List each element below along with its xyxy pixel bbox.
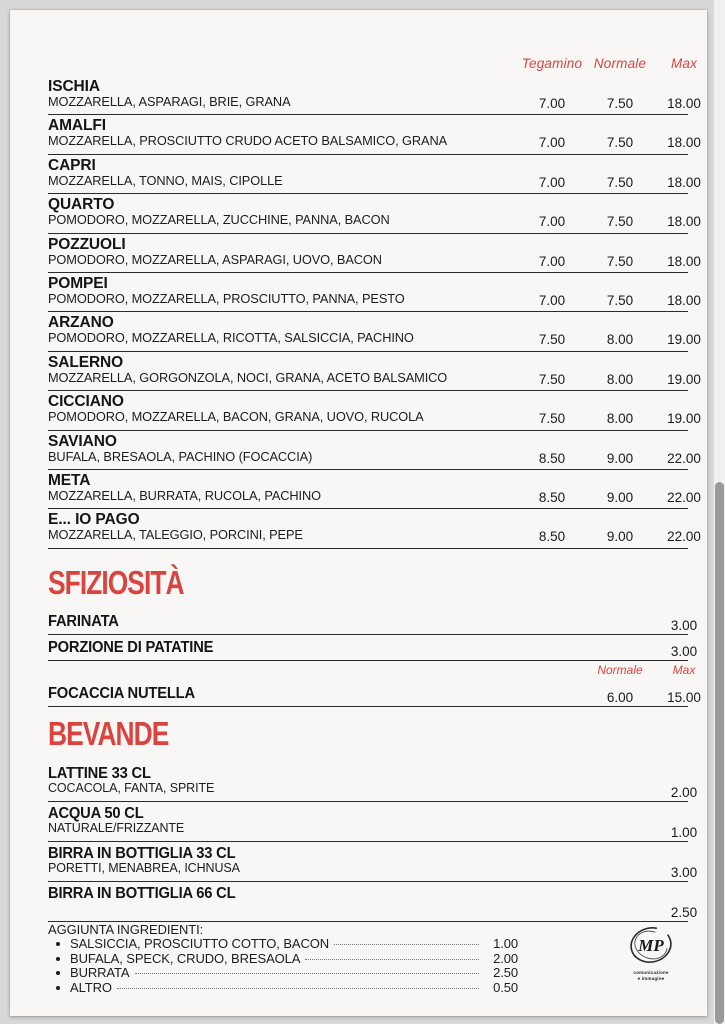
pizza-name: ISCHIA bbox=[48, 78, 100, 95]
pizza-price-max: 19.00 bbox=[667, 332, 701, 348]
pizza-price-normale: 8.00 bbox=[606, 371, 634, 387]
pizza-price-max: 19.00 bbox=[667, 411, 701, 427]
pizza-description: MOZZARELLA, PROSCIUTTO CRUDO ACETO BALSAMICO, GRANA bbox=[48, 133, 448, 149]
sfiziosita-price-max: 15.00 bbox=[667, 690, 701, 706]
subheader-normale: Normale bbox=[597, 663, 643, 678]
pizza-name: CICCIANO bbox=[48, 393, 124, 411]
pizza-price-max: 19.00 bbox=[667, 371, 701, 387]
pizza-price-normale: 7.50 bbox=[606, 135, 634, 151]
pizza-description: MOZZARELLA, TALEGGIO, PORCINI, PEPE bbox=[48, 527, 303, 543]
extra-price: 1.00 bbox=[493, 936, 518, 951]
pizza-row-text bbox=[48, 354, 510, 386]
pizza-row bbox=[48, 312, 701, 351]
pizza-row bbox=[48, 76, 701, 115]
pizza-price-max: 22.00 bbox=[667, 489, 701, 505]
logo-tagline-line2: e immagine bbox=[637, 976, 665, 981]
extra-item bbox=[70, 981, 518, 996]
pizza-description: POMODORO, MOZZARELLA, ZUCCHINE, PANNA, BACON bbox=[48, 212, 390, 228]
bullet-icon bbox=[56, 942, 60, 946]
pizza-price-normale: 9.00 bbox=[606, 529, 634, 545]
pizza-description: POMODORO, MOZZARELLA, RICOTTA, SALSICCIA, PACHINO bbox=[48, 330, 414, 346]
sfiziosita-list bbox=[48, 608, 701, 707]
extra-item bbox=[70, 966, 518, 981]
pizza-price-normale: 7.50 bbox=[606, 174, 634, 190]
menu-content bbox=[48, 10, 701, 1016]
pizza-price-normale: 7.50 bbox=[606, 214, 634, 230]
pizza-row bbox=[48, 194, 701, 233]
extras-title: AGGIUNTA INGREDIENTI: bbox=[48, 922, 204, 937]
extra-label: ALTRO bbox=[70, 979, 112, 995]
section-title-bevande: BEVANDE bbox=[48, 715, 169, 752]
menu-page bbox=[10, 10, 707, 1016]
pizza-description: POMODORO, MOZZARELLA, PROSCIUTTO, PANNA, PESTO bbox=[48, 290, 405, 306]
pizza-list bbox=[48, 76, 701, 549]
pizza-row bbox=[48, 115, 701, 154]
column-header-tegamino: Tegamino bbox=[521, 56, 583, 71]
sfiziosita-name: FOCACCIA NUTELLA bbox=[48, 685, 195, 703]
pizza-price-tegamino: 7.00 bbox=[538, 135, 566, 151]
bevande-description: NATURALE/FRIZZANTE bbox=[48, 821, 185, 835]
sfiziosita-price-max: 3.00 bbox=[670, 644, 698, 660]
dotted-leader bbox=[135, 973, 480, 974]
column-header-max: Max bbox=[670, 56, 698, 71]
pizza-price-tegamino: 7.50 bbox=[538, 371, 566, 387]
bevande-name: BIRRA IN BOTTIGLIA 66 CL bbox=[48, 885, 236, 902]
bullet-icon bbox=[56, 986, 60, 990]
bevande-name: ACQUA 50 CL bbox=[48, 805, 144, 822]
extra-label: SALSICCIA, PROSCIUTTO COTTO, BACON bbox=[70, 936, 330, 951]
subheader-max: Max bbox=[672, 663, 696, 678]
sfiziosita-price-max: 3.00 bbox=[670, 617, 698, 633]
scrollbar-thumb[interactable] bbox=[715, 482, 724, 1024]
pizza-name: CAPRI bbox=[48, 156, 96, 174]
pizza-price-tegamino: 7.50 bbox=[538, 332, 566, 348]
pizza-price-max: 18.00 bbox=[667, 174, 701, 190]
pizza-price-tegamino: 7.00 bbox=[538, 292, 566, 308]
pizza-row bbox=[48, 155, 701, 194]
extra-item bbox=[70, 937, 518, 952]
pizza-row-text bbox=[48, 196, 510, 228]
bevande-row bbox=[48, 882, 698, 922]
extra-label: BURRATA bbox=[70, 965, 130, 981]
pizza-price-max: 22.00 bbox=[667, 529, 701, 545]
section-title-sfiziosita: SFIZIOSITÀ bbox=[48, 564, 184, 601]
bevande-row bbox=[48, 802, 698, 842]
bevande-price: 3.00 bbox=[670, 865, 698, 880]
dotted-leader bbox=[305, 959, 479, 960]
bevande-description: COCACOLA, FANTA, SPRITE bbox=[48, 781, 215, 795]
bevande-name: BIRRA IN BOTTIGLIA 33 CL bbox=[48, 845, 236, 862]
pizza-name: META bbox=[48, 471, 91, 489]
pizza-row-text bbox=[48, 511, 510, 543]
pizza-name: E... IO PAGO bbox=[48, 511, 140, 529]
pizza-name: QUARTO bbox=[48, 196, 115, 214]
extras-section bbox=[48, 922, 518, 995]
pizza-name: AMALFI bbox=[48, 117, 106, 135]
column-header-normale: Normale bbox=[593, 56, 647, 71]
dotted-leader bbox=[117, 988, 479, 989]
pizza-row-text bbox=[48, 314, 510, 346]
pizza-row-text bbox=[48, 236, 510, 268]
pizza-price-max: 18.00 bbox=[667, 96, 701, 111]
extra-label: BUFALA, SPECK, CRUDO, BRESAOLA bbox=[70, 950, 301, 966]
sfiziosita-name: FARINATA bbox=[48, 612, 119, 630]
bevande-price: 1.00 bbox=[670, 825, 698, 840]
pizza-row bbox=[48, 509, 701, 548]
pizza-description: MOZZARELLA, GORGONZOLA, NOCI, GRANA, ACETO BALSAMICO bbox=[48, 369, 448, 385]
pizza-price-tegamino: 7.50 bbox=[538, 411, 566, 427]
bevande-row bbox=[48, 762, 698, 802]
pizza-price-normale: 7.50 bbox=[606, 292, 634, 308]
pizza-row bbox=[48, 470, 701, 509]
pizza-description: MOZZARELLA, TONNO, MAIS, CIPOLLE bbox=[48, 172, 283, 188]
pizza-price-tegamino: 7.00 bbox=[538, 96, 566, 111]
extra-price: 2.00 bbox=[493, 950, 518, 966]
pizza-table-header bbox=[48, 56, 698, 78]
pizza-description: BUFALA, BRESAOLA, PACHINO (FOCACCIA) bbox=[48, 448, 313, 464]
pizza-name: POMPEI bbox=[48, 274, 108, 292]
pizza-name: POZZUOLI bbox=[48, 235, 126, 253]
pizza-price-max: 22.00 bbox=[667, 450, 701, 466]
bullet-icon bbox=[56, 971, 60, 975]
pizza-row bbox=[48, 273, 701, 312]
pizza-price-normale: 9.00 bbox=[606, 450, 634, 466]
bevande-description: PORETTI, MENABREA, ICHNUSA bbox=[48, 861, 240, 875]
pizza-row-text bbox=[48, 393, 510, 425]
pizza-price-tegamino: 8.50 bbox=[538, 489, 566, 505]
scrollbar-track[interactable] bbox=[714, 0, 725, 1024]
bevande-list bbox=[48, 762, 698, 922]
pizza-description: POMODORO, MOZZARELLA, BACON, GRANA, UOVO, RUCOLA bbox=[48, 409, 424, 425]
pizza-price-max: 18.00 bbox=[667, 292, 701, 308]
pizza-description: POMODORO, MOZZARELLA, ASPARAGI, UOVO, BACON bbox=[48, 251, 382, 267]
bevande-name: LATTINE 33 CL bbox=[48, 765, 151, 782]
bevande-price: 2.00 bbox=[670, 785, 698, 800]
pizza-price-max: 18.00 bbox=[667, 253, 701, 269]
pizza-price-tegamino: 7.00 bbox=[538, 253, 566, 269]
pizza-row bbox=[48, 352, 701, 391]
extra-item bbox=[70, 952, 518, 967]
pizza-name: ARZANO bbox=[48, 314, 114, 332]
bullet-icon bbox=[56, 957, 60, 961]
pizza-row-text bbox=[48, 78, 510, 110]
pizza-price-tegamino: 7.00 bbox=[538, 214, 566, 230]
sfiziosita-row bbox=[48, 608, 698, 635]
pizza-description: MOZZARELLA, ASPARAGI, BRIE, GRANA bbox=[48, 94, 291, 109]
pizza-row bbox=[48, 431, 701, 470]
sfiziosita-row bbox=[48, 661, 701, 707]
sfiziosita-name: PORZIONE DI PATATINE bbox=[48, 639, 214, 657]
pizza-price-tegamino: 7.00 bbox=[538, 174, 566, 190]
extra-price: 2.50 bbox=[493, 965, 518, 981]
pizza-row-text bbox=[48, 433, 510, 465]
pizza-description: MOZZARELLA, BURRATA, RUCOLA, PACHINO bbox=[48, 487, 321, 503]
dotted-leader bbox=[334, 944, 479, 945]
pizza-row-text bbox=[48, 157, 510, 189]
sfiziosita-row bbox=[48, 635, 698, 662]
logo-tagline-line1: comunicazione bbox=[633, 970, 669, 975]
pizza-name: SAVIANO bbox=[48, 432, 117, 450]
pizza-name: SALERNO bbox=[48, 353, 124, 371]
pizza-price-normale: 7.50 bbox=[606, 253, 634, 269]
pizza-price-max: 18.00 bbox=[667, 135, 701, 151]
pizza-price-normale: 7.50 bbox=[606, 96, 634, 111]
logo-monogram-text: MP bbox=[638, 936, 664, 955]
pizza-price-tegamino: 8.50 bbox=[538, 450, 566, 466]
mp-monogram-icon bbox=[624, 922, 678, 970]
bevande-price: 2.50 bbox=[670, 905, 698, 920]
pizza-price-max: 18.00 bbox=[667, 214, 701, 230]
pizza-price-tegamino: 8.50 bbox=[538, 529, 566, 545]
extra-price: 0.50 bbox=[493, 979, 518, 995]
pizza-row-text bbox=[48, 472, 510, 504]
pizza-price-normale: 8.00 bbox=[606, 411, 634, 427]
pizza-price-normale: 8.00 bbox=[606, 332, 634, 348]
bevande-row bbox=[48, 842, 698, 882]
sfiziosita-price-normale: 6.00 bbox=[606, 690, 634, 706]
pizza-row bbox=[48, 391, 701, 430]
extras-list bbox=[48, 937, 518, 995]
pizza-row-text bbox=[48, 117, 510, 149]
pizza-row-text bbox=[48, 275, 510, 307]
pizza-price-normale: 9.00 bbox=[606, 489, 634, 505]
pizza-row bbox=[48, 234, 701, 273]
designer-logo bbox=[614, 922, 688, 994]
